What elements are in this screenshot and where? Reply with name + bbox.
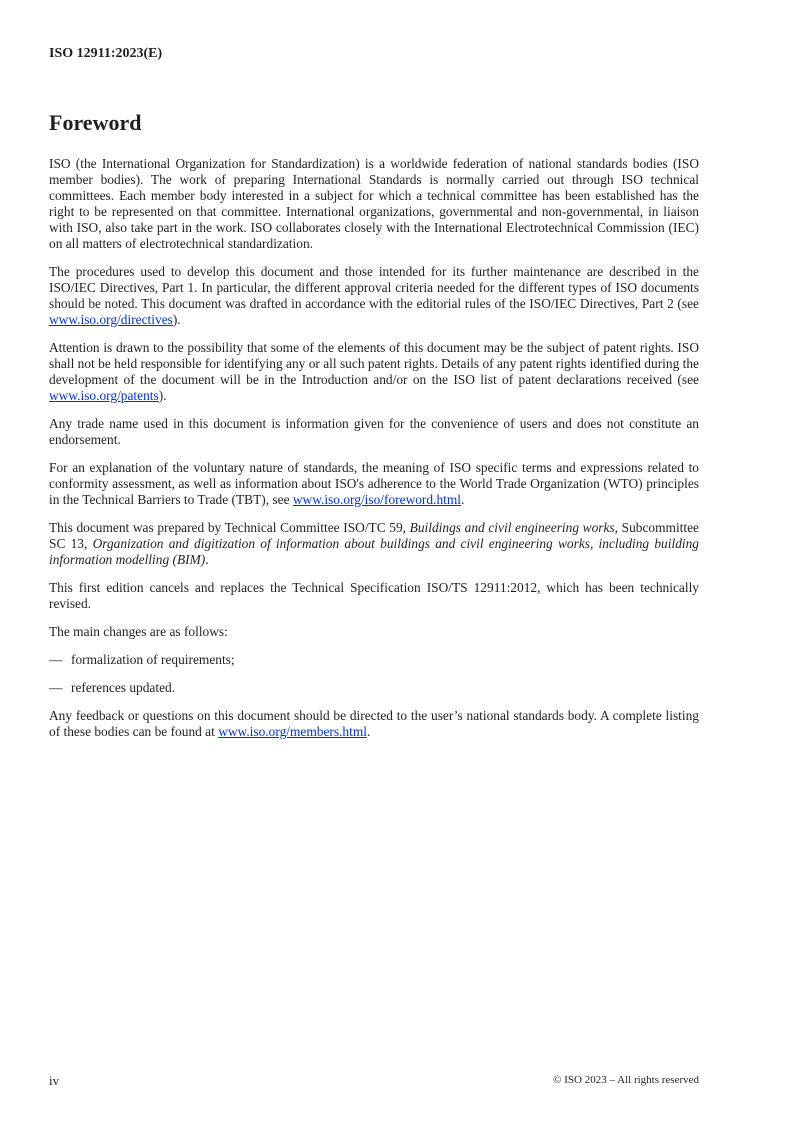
page-number: iv	[49, 1073, 60, 1088]
paragraph-end: ).	[158, 388, 167, 403]
copyright-notice: © ISO 2023 – All rights reserved	[553, 1074, 699, 1086]
paragraph-end: .	[205, 552, 209, 567]
list-item-text: formalization of requirements;	[71, 652, 235, 667]
paragraph-feedback	[49, 708, 699, 740]
list-dash: —	[49, 680, 63, 695]
patents-link[interactable]: www.iso.org/patents	[49, 388, 159, 403]
list-item-text: references updated.	[71, 680, 176, 695]
paragraph-procedures	[49, 264, 699, 328]
paragraph-edition: This first edition cancels and replaces the Technical Specification ISO/TS 12911:2012, which has been technically revised.	[49, 580, 699, 611]
paragraph-text: The procedures used to develop this document and those intended for its further maintenance are described in the ISO/IEC Directives, Part 1. In particular, the different approval criteria needed for the different types of ISO documents should be noted. This document was drafted in accordance with the editorial rules of the ISO/IEC Directives, Part 2 (see	[49, 264, 699, 311]
paragraph-end: .	[461, 492, 465, 507]
paragraph-patents	[49, 340, 699, 404]
paragraph-text: , Subcommittee SC 13,	[49, 520, 699, 551]
paragraph-iso-intro: ISO (the International Organization for Standardization) is a worldwide federation of national standards bodies (ISO member bodies). The work of preparing International Standards is normally carried out through ISO technical committees. Each member body interested in a subject for which a technical committee has been established has the right to be represented on that committee. International organizations, governmental and non-governmental, in liaison with ISO, also take part in the work. ISO collaborates closely with the International Electrotechnical Commission (IEC) on all matters of electrotechnical standardization.	[49, 156, 699, 251]
paragraph-end: .	[366, 724, 371, 739]
paragraph-text: Any feedback or questions on this document should be directed to the user’s national standards body. A complete listing of these bodies can be found at	[49, 708, 699, 739]
foreword-body	[49, 156, 699, 752]
paragraph-changes-intro: The main changes are as follows:	[49, 624, 228, 639]
page-title: Foreword	[49, 110, 142, 135]
paragraph-voluntary-nature	[49, 460, 699, 508]
paragraph-committee	[49, 520, 699, 568]
members-link[interactable]: www.iso.org/members.html	[218, 724, 367, 739]
foreword-link[interactable]: www.iso.org/iso/foreword.html	[292, 492, 461, 507]
committee-title: Buildings and civil engineering works	[409, 520, 615, 535]
paragraph-text: For an explanation of the voluntary nature of standards, the meaning of ISO specific terms and expressions related to conformity assessment, as well as information about ISO's adherence to the World Trade Organization (WTO) principles in the Technical Barriers to Trade (TBT), see	[49, 460, 699, 507]
document-id-header: ISO 12911:2023(E)	[49, 46, 163, 61]
list-dash: —	[49, 652, 63, 667]
paragraph-text: This document was prepared by Technical Committee ISO/TC 59,	[49, 520, 410, 535]
subcommittee-title: Organization and digitization of information about buildings and civil engineering works, including building information modelling (BIM)	[49, 536, 699, 567]
directives-link[interactable]: www.iso.org/directives	[49, 312, 173, 327]
list-item	[49, 680, 699, 696]
paragraph-text: Attention is drawn to the possibility that some of the elements of this document may be the subject of patent rights. ISO shall not be held responsible for identifying any or all such patent rights. Details of any patent rights identified during the development of the document will be in the Introduction and/or on the ISO list of patent declarations received (see	[49, 340, 699, 387]
list-item	[49, 652, 699, 668]
paragraph-end: ).	[172, 312, 181, 327]
paragraph-trade-name: Any trade name used in this document is information given for the convenience of users and does not constitute an endorsement.	[49, 416, 699, 447]
